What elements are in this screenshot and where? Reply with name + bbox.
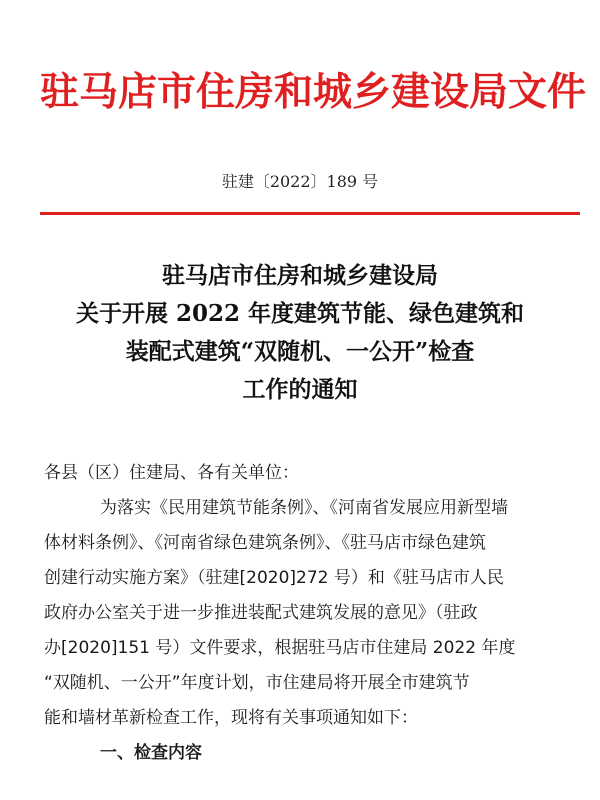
paragraph-line: “双随机、一公开”年度计划，市住建局将开展全市建筑节 bbox=[44, 673, 470, 693]
paragraph-line: 体材料条例》、《河南省绿色建筑条例》、《驻马店市绿色建筑 bbox=[44, 533, 486, 553]
red-divider-line bbox=[40, 212, 580, 215]
paragraph-line: 为落实《民用建筑节能条例》、《河南省发展应用新型墙 bbox=[100, 498, 508, 518]
title-line: 工作的通知 bbox=[242, 376, 358, 403]
document-body bbox=[44, 456, 562, 771]
paragraph-line: 办[2020]151 号）文件要求，根据驻马店市住建局 2022 年度 bbox=[44, 638, 516, 658]
paragraph-line: 创建行动实施方案》（驻建[2020]272 号）和《驻马店市人民 bbox=[44, 568, 504, 588]
title-line: 装配式建筑“双随机、一公开”检查 bbox=[125, 338, 475, 365]
title-line: 驻马店市住房和城乡建设局 bbox=[162, 262, 438, 289]
document-masthead: 驻马店市住房和城乡建设局文件 bbox=[40, 69, 587, 115]
paragraph-line: 政府办公室关于进一步推进装配式建筑发展的意见》（驻政 bbox=[44, 603, 478, 623]
document-title bbox=[40, 257, 560, 409]
paragraph-line: 能和墙材革新检查工作，现将有关事项通知如下： bbox=[44, 708, 418, 728]
section-heading: 一、检查内容 bbox=[100, 743, 202, 763]
title-line: 关于开展 2022 年度建筑节能、绿色建筑和 bbox=[75, 300, 525, 327]
document-number: 驻建〔2022〕189 号 bbox=[221, 172, 379, 191]
salutation: 各县（区）住建局、各有关单位： bbox=[44, 463, 299, 483]
